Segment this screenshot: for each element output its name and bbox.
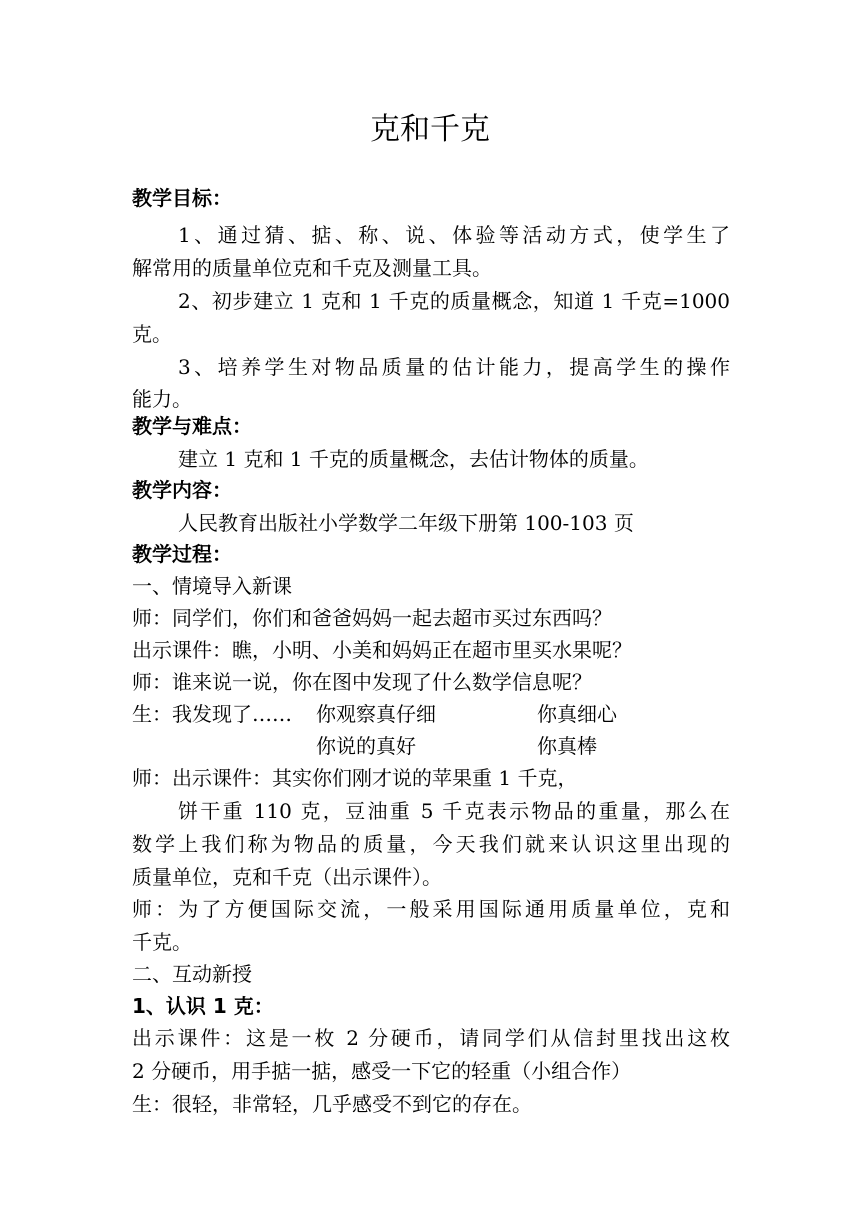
text-line: 质量单位，克和千克（出示课件）。 xyxy=(132,865,442,889)
section-heading-objectives: 教学目标： xyxy=(132,186,232,210)
text-line: 出示课件：瞧，小明、小美和妈妈正在超市里买水果呢？ xyxy=(132,638,632,662)
subsection-heading: 1、认识 1 克： xyxy=(132,994,274,1018)
document-title: 克和千克 xyxy=(370,112,490,147)
text-line: 生：很轻，非常轻，几乎感受不到它的存在。 xyxy=(132,1092,532,1116)
text-line: 2、初步建立 1 克和 1 千克的质量概念，知道 1 千克=1000 xyxy=(178,289,730,313)
text-line: 千克。 xyxy=(132,930,192,954)
section-heading-difficulties: 教学与难点： xyxy=(132,414,252,438)
praise-text: 你真棒 xyxy=(537,734,597,758)
section-heading-process: 教学过程： xyxy=(132,542,232,566)
text-line: 2 分硬币，用手掂一掂，感受一下它的轻重（小组合作） xyxy=(132,1059,632,1083)
section-heading-content: 教学内容： xyxy=(132,478,232,502)
text-line: 克。 xyxy=(132,322,172,346)
praise-text: 你说的真好 xyxy=(316,734,416,758)
text-line: 生：我发现了…… xyxy=(132,702,292,726)
text-line: 师：谁来说一说，你在图中发现了什么数学信息呢？ xyxy=(132,670,592,694)
text-line: 出示课件：这是一枚 2 分硬币，请同学们从信封里找出这枚 xyxy=(132,1026,730,1050)
praise-text: 你真细心 xyxy=(537,702,617,726)
text-line: 师：为了方便国际交流，一般采用国际通用质量单位，克和 xyxy=(132,897,730,921)
text-line: 数学上我们称为物品的质量，今天我们就来认识这里出现的 xyxy=(132,832,730,856)
subsection-heading: 一、情境导入新课 xyxy=(132,574,292,598)
text-line: 3、培养学生对物品质量的估计能力，提高学生的操作 xyxy=(178,355,730,379)
text-line: 师：出示课件：其实你们刚才说的苹果重 1 千克， xyxy=(132,766,578,790)
text-line: 能力。 xyxy=(132,387,192,411)
text-line: 师：同学们，你们和爸爸妈妈一起去超市买过东西吗？ xyxy=(132,606,612,630)
subsection-heading: 二、互动新授 xyxy=(132,962,252,986)
text-line: 1、通过猜、掂、称、说、体验等活动方式，使学生了 xyxy=(178,223,730,247)
text-line: 饼干重 110 克，豆油重 5 千克表示物品的重量，那么在 xyxy=(178,799,730,823)
praise-text: 你观察真仔细 xyxy=(316,702,436,726)
text-line: 人民教育出版社小学数学二年级下册第 100-103 页 xyxy=(178,511,634,535)
text-line: 解常用的质量单位克和千克及测量工具。 xyxy=(132,256,492,280)
text-line: 建立 1 克和 1 千克的质量概念，去估计物体的质量。 xyxy=(178,447,649,471)
